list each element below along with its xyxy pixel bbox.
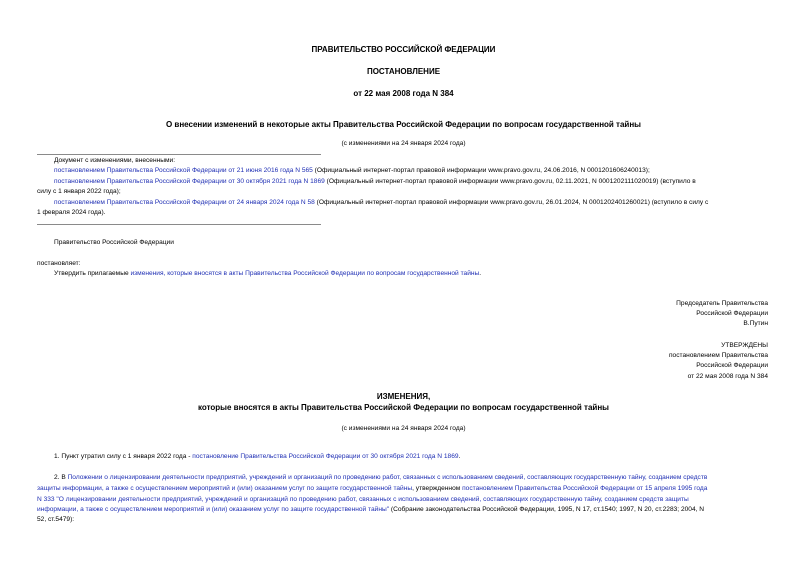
divider-top [37,154,321,155]
paragraph-2-prefix: 2. В [54,474,68,481]
amendment-link[interactable]: постановлением Правительства Российской Федерации от 30 октября 2021 года N 1869 [54,178,325,185]
changes-revision-note: (с изменениями на 24 января 2024 года) [341,425,466,432]
paragraph-2-text: , утвержденном [412,485,463,492]
paragraph-2-line: 52, ст.5479): [37,516,75,523]
changes-subtitle: которые вносятся в акты Правительства Российской Федерации по вопросам государственной тайны [198,403,609,412]
approved-by: постановлением Правительства [668,352,768,359]
amendment-text-continued: 1 февраля 2024 года). [37,209,106,216]
decides-label: постановляет: [37,260,81,267]
paragraph-2-line [54,473,784,483]
doc-type-heading: ПОСТАНОВЛЕНИЕ [366,67,441,76]
approved-label: УТВЕРЖДЕНЫ [721,342,768,349]
divider-bottom [37,224,321,225]
paragraph-2-text: (Собрание законодательства Российской Федерации, 1995, N 17, ст.1540; 1997, N 20, ст.2283; 2004, N [389,506,705,513]
amendment-text: (Официальный интернет-портал правовой информации www.pravo.gov.ru, 02.11.2021, N 0001202111020019) (вступило в [324,178,696,185]
amendment-item [54,166,784,176]
signature-country: Российской Федерации [696,310,768,317]
doc-date: от 22 мая 2008 года N 384 [353,89,454,98]
amendments-intro: Документ с изменениями, внесенными: [54,157,176,164]
approve-suffix: . [479,270,482,277]
doc-title: О внесении изменений в некоторые акты Правительства Российской Федерации по вопросам государственной тайны [165,120,642,129]
paragraph-1-link[interactable]: постановление Правительства Российской Федерации от 30 октября 2021 года N 1869 [192,453,459,460]
resolution-link[interactable]: N 333 "О лицензировании деятельности предприятий, учреждений и организаций по проведению работ, связанных с использованием сведений, составляющих государственную тайну, созданием средств защиты [37,496,689,503]
paragraph-1-prefix: 1. Пункт утратил силу с 1 января 2022 года - [54,453,193,460]
amendment-item [54,198,784,208]
amendment-link[interactable]: постановлением Правительства Российской Федерации от 21 июня 2016 года N 565 [54,167,313,174]
amendment-text-continued: силу с 1 января 2022 года); [37,188,121,195]
amendment-item [54,177,784,187]
approve-paragraph [54,269,481,279]
resolution-link[interactable]: постановлением Правительства Российской Федерации от 15 апреля 1995 года [462,485,708,492]
revision-note: (с изменениями на 24 января 2024 года) [341,140,466,147]
signature-position: Председатель Правительства [676,300,768,307]
amendment-link[interactable]: постановлением Правительства Российской Федерации от 24 января 2024 года N 58 [54,199,315,206]
amendment-text: (Официальный интернет-портал правовой информации www.pravo.gov.ru, 24.06.2016, N 0001201606240013); [312,167,650,174]
paragraph-2-line [37,505,770,515]
changes-title: ИЗМЕНЕНИЯ, [376,392,431,401]
approve-prefix: Утвердить прилагаемые [54,270,131,277]
issuer: Правительство Российской Федерации [54,239,174,246]
paragraph-1 [54,452,460,462]
paragraph-1-suffix: . [458,453,461,460]
regulation-link[interactable]: Положении о лицензировании деятельности предприятий, учреждений и организаций по проведению работ, связанных с использованием сведений, составляющих государственную тайну, созданием средств [67,474,708,481]
paragraph-2-line [37,484,770,494]
approved-date: от 22 мая 2008 года N 384 [687,373,768,380]
regulation-link[interactable]: защиты информации, а также с осуществлением мероприятий и (или) оказанием услуг по защите государственной тайны [37,485,413,492]
amendment-text: (Официальный интернет-портал правовой информации www.pravo.gov.ru, 26.01.2024, N 0001202401260021) (вступило в силу с [314,199,709,206]
government-heading: ПРАВИТЕЛЬСТВО РОССИЙСКОЙ ФЕДЕРАЦИИ [311,45,496,54]
paragraph-2-line [37,495,770,505]
approved-country: Российской Федерации [696,362,768,369]
approve-link[interactable]: изменения, которые вносятся в акты Правительства Российской Федерации по вопросам государственной тайны [130,270,480,277]
signature-name: В.Путин [743,320,768,327]
resolution-link[interactable]: информации, а также с осуществлением мероприятий и (или) оказанием услуг по защите государственной тайны" [37,506,390,513]
